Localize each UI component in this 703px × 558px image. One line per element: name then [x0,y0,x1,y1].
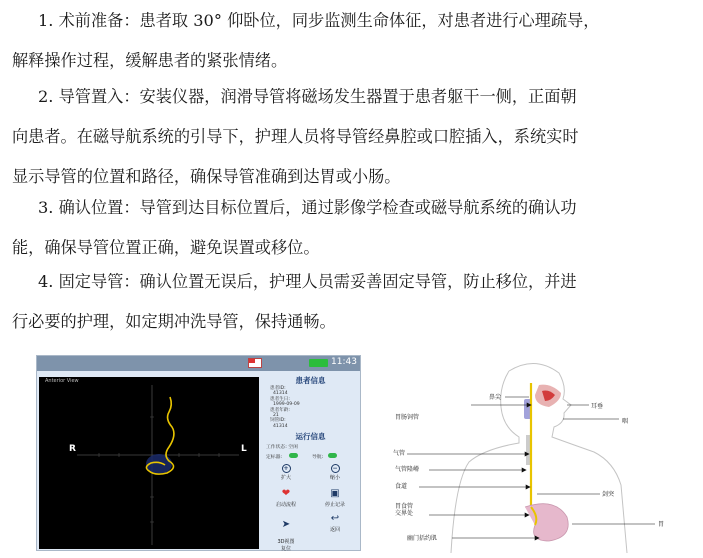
navigation-device-screenshot [36,355,361,551]
catheter-track-graphic [39,377,259,549]
zoom-in-label: 扩大 [280,475,291,481]
navigate-icon: ➤ [281,519,291,530]
anatomy-diagram [389,357,700,553]
work-status: 工作状态: 空闲 [266,445,298,450]
step-4-paragraph [12,262,696,342]
back-icon: ↩ [330,513,340,524]
patient-info-header: 患者信息 [295,376,326,385]
flag-icon [248,358,262,368]
step-3-line-2: 能，确保导管位置正确，避免误置或移位。 [12,238,320,257]
screen-view-title: Anterior View [45,378,79,384]
stop-record-button[interactable] [311,488,359,508]
locator-toggle[interactable] [289,453,298,458]
step-1-paragraph [12,1,696,81]
label-stomach: 胃 [658,521,665,528]
zoom-in-button[interactable] [262,464,310,481]
battery-icon [309,359,328,367]
stop-record-label: 停止记录 [324,502,345,508]
label-pylorus: 幽门括约肌 [407,535,438,542]
right-side-marker: R [69,444,76,454]
navigation-label: 导航: [312,455,324,460]
patient-age-value: 21 [273,413,279,419]
patient-info-fields [270,386,300,429]
step-4-line-2: 行必要的护理，如定期冲洗导管，保持通畅。 [12,312,336,331]
step-2-line-2: 向患者。在磁导航系统的引导下，护理人员将导管经鼻腔或口腔插入，系统实时 [12,127,579,146]
zoom-out-icon: − [332,465,338,472]
step-4-line-1: 4. 固定导管：确认位置无误后，护理人员需妥善固定导管，防止移位，并进 [38,272,577,291]
step-2-line-3: 显示导管的位置和路径，确保导管准确到达胃或小肠。 [12,167,401,186]
navigation-toggle[interactable] [328,453,337,458]
back-button[interactable] [311,513,359,533]
reset-3d-view-label: 3D视图 复位 [277,539,295,552]
patient-birthday-label: 患者生日: [270,396,290,402]
body-outline-graphic [389,357,700,553]
label-trachea: 气管 [393,450,406,457]
patient-birthday-value: 1999-09-09 [273,402,300,408]
zoom-in-icon: + [283,465,289,472]
start-procedure-label: 启动流程 [275,502,296,508]
back-label: 返回 [329,527,340,533]
label-xiphoid: 剑突 [602,491,615,498]
patient-age-label: 患者年龄: [270,407,290,413]
patient-id-value: 41314 [273,391,288,397]
save-icon: ▣ [330,488,340,499]
step-2-line-1: 2. 导管置入：安装仪器，润滑导管将磁场发生器置于患者躯干一侧，正面朝 [38,87,577,106]
device-side-panel [262,373,359,552]
left-side-marker: L [241,444,247,454]
step-1-line-1: 1. 术前准备：患者取 30° 仰卧位，同步监测生命体征，对患者进行心理疏导， [38,11,600,30]
zoom-out-label: 缩小 [329,475,340,481]
locator-label: 定标器: [266,455,283,460]
step-3-line-1: 3. 确认位置：导管到达目标位置后，通过影像学检查或磁导航系统的确认功 [38,198,577,217]
step-3-paragraph [12,188,696,268]
run-info-header: 运行信息 [295,432,326,441]
tube-id-value: 41314 [273,423,288,429]
zoom-out-button[interactable] [311,464,359,481]
step-2-paragraph [12,77,696,197]
device-clock: 11:43 [331,357,357,367]
patient-id-label: 患者ID: [270,386,286,391]
device-status-bar [37,356,360,371]
tube-id-label: 饲管ID: [270,418,286,424]
label-bronchus: 气管隆嵴 [395,466,420,473]
label-throat: 咽 [622,418,629,425]
heart-monitor-icon: ❤ [281,488,291,499]
label-esophagus: 食道 [395,483,408,490]
label-nose-tip: 鼻尖 [489,394,502,401]
start-procedure-button[interactable] [262,488,310,508]
label-earlobe: 耳垂 [591,403,604,410]
label-gastric-tube: 胃肠饲管 [395,414,420,421]
navigation-screen [39,377,259,549]
reset-3d-view-button[interactable] [262,513,310,552]
step-1-line-2: 解释操作过程，缓解患者的紧张情绪。 [12,51,288,70]
label-ge-junction: 胃食管 交界处 [395,503,414,517]
